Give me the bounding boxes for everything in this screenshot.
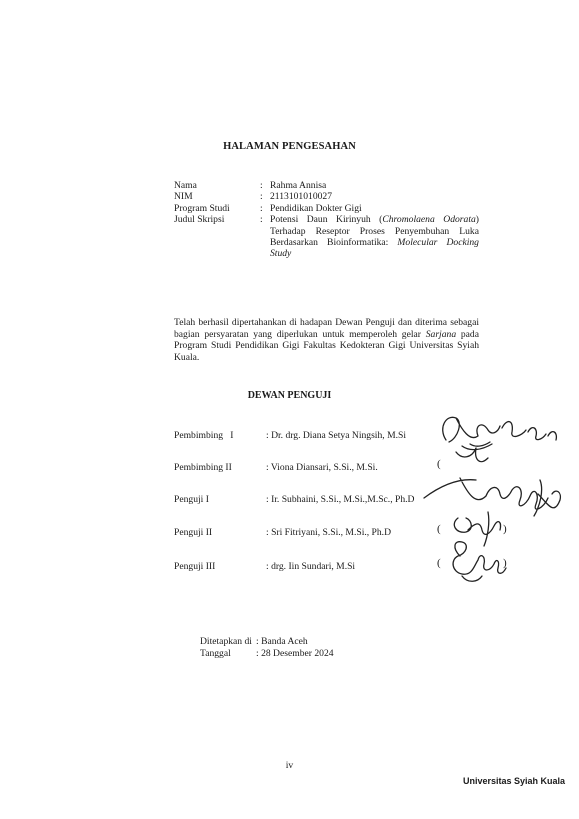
examiner-row (174, 527, 434, 538)
signature-penguji-1 (424, 478, 560, 516)
thesis-species-italic: Chromolaena Odorata (382, 214, 476, 226)
statement-text: pada Program Studi Pendidikan Gigi Fakultas Kedokteran Gigi Universitas Syiah Kuala. (174, 328, 479, 363)
info-label: Nama (174, 180, 197, 191)
statement-text: Telah berhasil dipertahankan di hadapan Dewan Penguji dan diterima sebagai bagian persyaratan yang diperlukan untuk memperoleh gelar (174, 317, 479, 340)
thesis-title-text: Potensi Daun Kirinyuh ( (270, 214, 383, 226)
info-colon: : (260, 191, 263, 203)
signature-pembimbing-1 (443, 417, 557, 449)
signature-close-paren: ) (503, 557, 507, 569)
student-info-table (174, 180, 479, 260)
examiner-name: : Sri Fitriyani, S.Si., M.Si., Ph.D (266, 527, 392, 538)
degree-italic: Sarjana (425, 328, 457, 340)
info-label: Judul Skripsi (174, 214, 225, 226)
thesis-method-italic: Molecular Docking Study (270, 237, 479, 260)
info-row-nim (174, 191, 479, 202)
student-nim-value: 2113101010027 (270, 191, 333, 203)
info-label: Program Studi (174, 202, 230, 214)
info-label: NIM (174, 191, 193, 203)
ratification-place-row (200, 636, 334, 648)
study-program-value: Pendidikan Dokter Gigi (270, 202, 362, 214)
info-colon: : (260, 214, 263, 226)
examiner-row (174, 430, 434, 441)
approval-statement (174, 317, 479, 363)
examiner-name: : Viona Diansari, S.Si., M.Si. (266, 462, 378, 473)
info-row-name (174, 180, 479, 191)
examiner-name: : drg. Iin Sundari, M.Si (266, 561, 356, 572)
examiner-row (174, 462, 434, 473)
signature-open-paren: ( (437, 523, 441, 535)
thesis-title-text: ) Terhadap Reseptor Proses Penyembuhan Luka Berdasarkan Bioinformatika: (270, 214, 479, 249)
examiner-name: : Ir. Subhaini, S.Si., M.Si.,M.Sc., Ph.D (266, 494, 415, 505)
signature-close-paren: ) (503, 523, 507, 535)
info-colon: : (260, 180, 263, 191)
examiner-name: : Dr. drg. Diana Setya Ningsih, M.Si (266, 430, 406, 441)
info-colon: : (260, 202, 263, 214)
examiner-role: Penguji II (174, 527, 213, 538)
signature-open-paren: ( (437, 557, 441, 569)
page-title: HALAMAN PENGESAHAN (223, 141, 356, 152)
info-row-program (174, 203, 479, 214)
examiner-row (174, 494, 434, 505)
signature-pembimbing-2 (456, 448, 488, 462)
signature-penguji-3 (453, 542, 506, 582)
student-name-value: Rahma Annisa (270, 180, 327, 191)
examiner-row (174, 561, 434, 572)
signature-penguji-2 (454, 512, 500, 546)
university-footer: Universitas Syiah Kuala (462, 776, 565, 786)
place-label: Ditetapkan di (200, 636, 252, 647)
place-value: : Banda Aceh (256, 636, 308, 647)
examiner-role: Pembimbing II (174, 462, 232, 473)
examiner-role: Pembimbing I (174, 430, 234, 441)
examiner-role: Penguji I (174, 494, 209, 505)
info-row-thesis (174, 214, 479, 260)
examiner-role: Penguji III (174, 561, 216, 572)
page-number: iv (285, 760, 294, 771)
ratification-date-row (200, 648, 334, 660)
date-label: Tanggal (200, 648, 231, 659)
thesis-title-value (270, 214, 479, 260)
ratification-block (200, 636, 334, 660)
board-title: DEWAN PENGUJI (247, 390, 332, 401)
date-value: : 28 Desember 2024 (256, 648, 334, 659)
signature-open-paren: ( (437, 458, 441, 470)
